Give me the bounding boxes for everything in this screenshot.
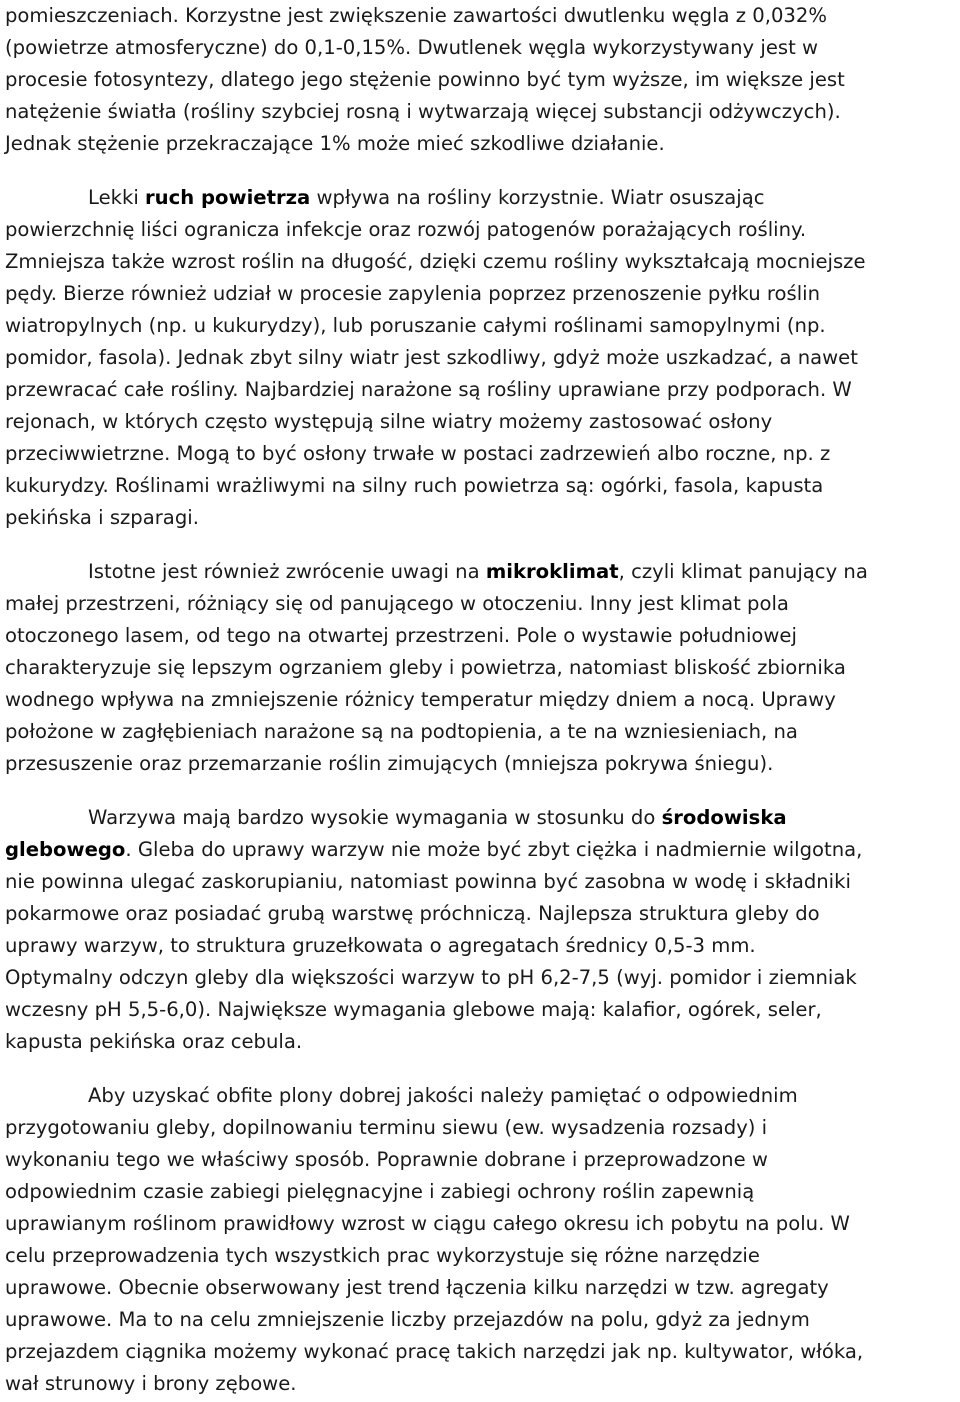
text-line: przeciwwietrzne. Mogą to być osłony trwałe w postaci zadrzewień albo roczne, np. z: [5, 442, 831, 465]
text-line: wykonaniu tego we właściwy sposób. Poprawnie dobrane i przeprowadzone w: [5, 1148, 768, 1171]
text-line: pokarmowe oraz posiadać grubą warstwę próchniczą. Najlepsza struktura gleby do: [5, 902, 820, 925]
text-line: wiatropylnych (np. u kukurydzy), lub poruszanie całymi roślinami samopylnymi (np.: [5, 314, 826, 337]
text-line: otoczonego lasem, od tego na otwartej przestrzeni. Pole o wystawie południowej: [5, 624, 797, 647]
paragraph-cultivation: [5, 1080, 953, 1400]
text-line: pomieszczeniach. Korzystne jest zwiększenie zawartości dwutlenku węgla z 0,032%: [5, 4, 827, 27]
text-line: celu przeprowadzenia tych wszystkich prac wykorzystuje się różne narzędzie: [5, 1244, 760, 1267]
text-line: przejazdem ciągnika możemy wykonać pracę takich narzędzi jak np. kultywator, włóka,: [5, 1340, 864, 1363]
text-line: położone w zagłębieniach narażone są na podtopienia, a te na wzniesieniach, na: [5, 720, 798, 743]
text-line: przygotowaniu gleby, dopilnowaniu terminu siewu (ew. wysadzenia rozsady) i: [5, 1116, 768, 1139]
paragraph-co2: [5, 0, 953, 160]
bold-term: ruch powietrza: [145, 186, 311, 209]
paragraph-gap: [5, 534, 953, 556]
bold-term: środowiska: [661, 806, 787, 829]
text-line: wał strunowy i brony zębowe.: [5, 1372, 297, 1395]
text-line: kapusta pekińska oraz cebula.: [5, 1030, 303, 1053]
text-line: charakteryzuje się lepszym ogrzaniem gleby i powietrza, natomiast bliskość zbiornika: [5, 656, 846, 679]
text-line: [5, 802, 953, 834]
bold-term: glebowego: [5, 838, 126, 861]
text-line: rejonach, w których często występują silne wiatry możemy zastosować osłony: [5, 410, 773, 433]
text-line: wodnego wpływa na zmniejszenie różnicy temperatur między dniem a nocą. Uprawy: [5, 688, 836, 711]
text-line: [5, 834, 953, 866]
paragraph-microclimate: [5, 556, 953, 780]
text-line: natężenie światła (rośliny szybciej rosną i wytwarzają więcej substancji odżywczych).: [5, 100, 841, 123]
text-line: odpowiednim czasie zabiegi pielęgnacyjne i zabiegi ochrony roślin zapewnią: [5, 1180, 755, 1203]
text-line: Zmniejsza także wzrost roślin na długość, dzięki czemu rośliny wykształcają mocniejsze: [5, 250, 866, 273]
paragraph-gap: [5, 1058, 953, 1080]
text-line: kukurydzy. Roślinami wrażliwymi na silny ruch powietrza są: ogórki, fasola, kapusta: [5, 474, 824, 497]
document-page: [5, 0, 953, 1400]
text-line: uprawowe. Obecnie obserwowany jest trend łączenia kilku narzędzi w tzw. agregaty: [5, 1276, 829, 1299]
text-line: pomidor, fasola). Jednak zbyt silny wiatr jest szkodliwy, gdyż może uszkadzać, a nawet: [5, 346, 858, 369]
text-line: procesie fotosyntezy, dlatego jego stężenie powinno być tym wyższe, im większe jest: [5, 68, 845, 91]
text-line: przewracać całe rośliny. Najbardziej narażone są rośliny uprawiane przy podporach. W: [5, 378, 852, 401]
text-line: Optymalny odczyn gleby dla większości warzyw to pH 6,2-7,5 (wyj. pomidor i ziemniak: [5, 966, 857, 989]
text-line: wczesny pH 5,5-6,0). Największe wymagania glebowe mają: kalafior, ogórek, seler,: [5, 998, 822, 1021]
text-line: małej przestrzeni, różniący się od panującego w otoczeniu. Inny jest klimat pola: [5, 592, 789, 615]
text-line: Jednak stężenie przekraczające 1% może mieć szkodliwe działanie.: [5, 132, 665, 155]
text-line: [5, 182, 953, 214]
text-run: Warzywa mają bardzo wysokie wymagania w stosunku do: [88, 806, 662, 829]
paragraph-gap: [5, 780, 953, 802]
text-run: wpływa na rośliny korzystnie. Wiatr osuszając: [310, 186, 765, 209]
paragraph-gap: [5, 160, 953, 182]
text-run: , czyli klimat panujący na: [618, 560, 868, 583]
paragraph-air-movement: [5, 182, 953, 534]
text-line: [5, 556, 953, 588]
text-line: uprawy warzyw, to struktura gruzełkowata o agregatach średnicy 0,5-3 mm.: [5, 934, 756, 957]
text-line: przesuszenie oraz przemarzanie roślin zimujących (mniejsza pokrywa śniegu).: [5, 752, 774, 775]
text-line: powierzchnię liści ogranicza infekcje oraz rozwój patogenów porażających rośliny.: [5, 218, 807, 241]
paragraph-soil: [5, 802, 953, 1058]
text-run: Istotne jest również zwrócenie uwagi na: [88, 560, 486, 583]
text-line: uprawianym roślinom prawidłowy wzrost w ciągu całego okresu ich pobytu na polu. W: [5, 1212, 850, 1235]
text-line: pędy. Bierze również udział w procesie zapylenia poprzez przenoszenie pyłku roślin: [5, 282, 821, 305]
text-line: uprawowe. Ma to na celu zmniejszenie liczby przejazdów na polu, gdyż za jednym: [5, 1308, 810, 1331]
text-line: (powietrze atmosferyczne) do 0,1-0,15%. Dwutlenek węgla wykorzystywany jest w: [5, 36, 819, 59]
text-run: Lekki: [88, 186, 145, 209]
bold-term: mikroklimat: [485, 560, 619, 583]
text-line: pekińska i szparagi.: [5, 506, 199, 529]
text-line: nie powinna ulegać zaskorupianiu, natomiast powinna być zasobna w wodę i składniki: [5, 870, 851, 893]
text-run: . Gleba do uprawy warzyw nie może być zbyt ciężka i nadmiernie wilgotna,: [125, 838, 863, 861]
text-line: Aby uzyskać obfite plony dobrej jakości należy pamiętać o odpowiednim: [88, 1084, 798, 1107]
